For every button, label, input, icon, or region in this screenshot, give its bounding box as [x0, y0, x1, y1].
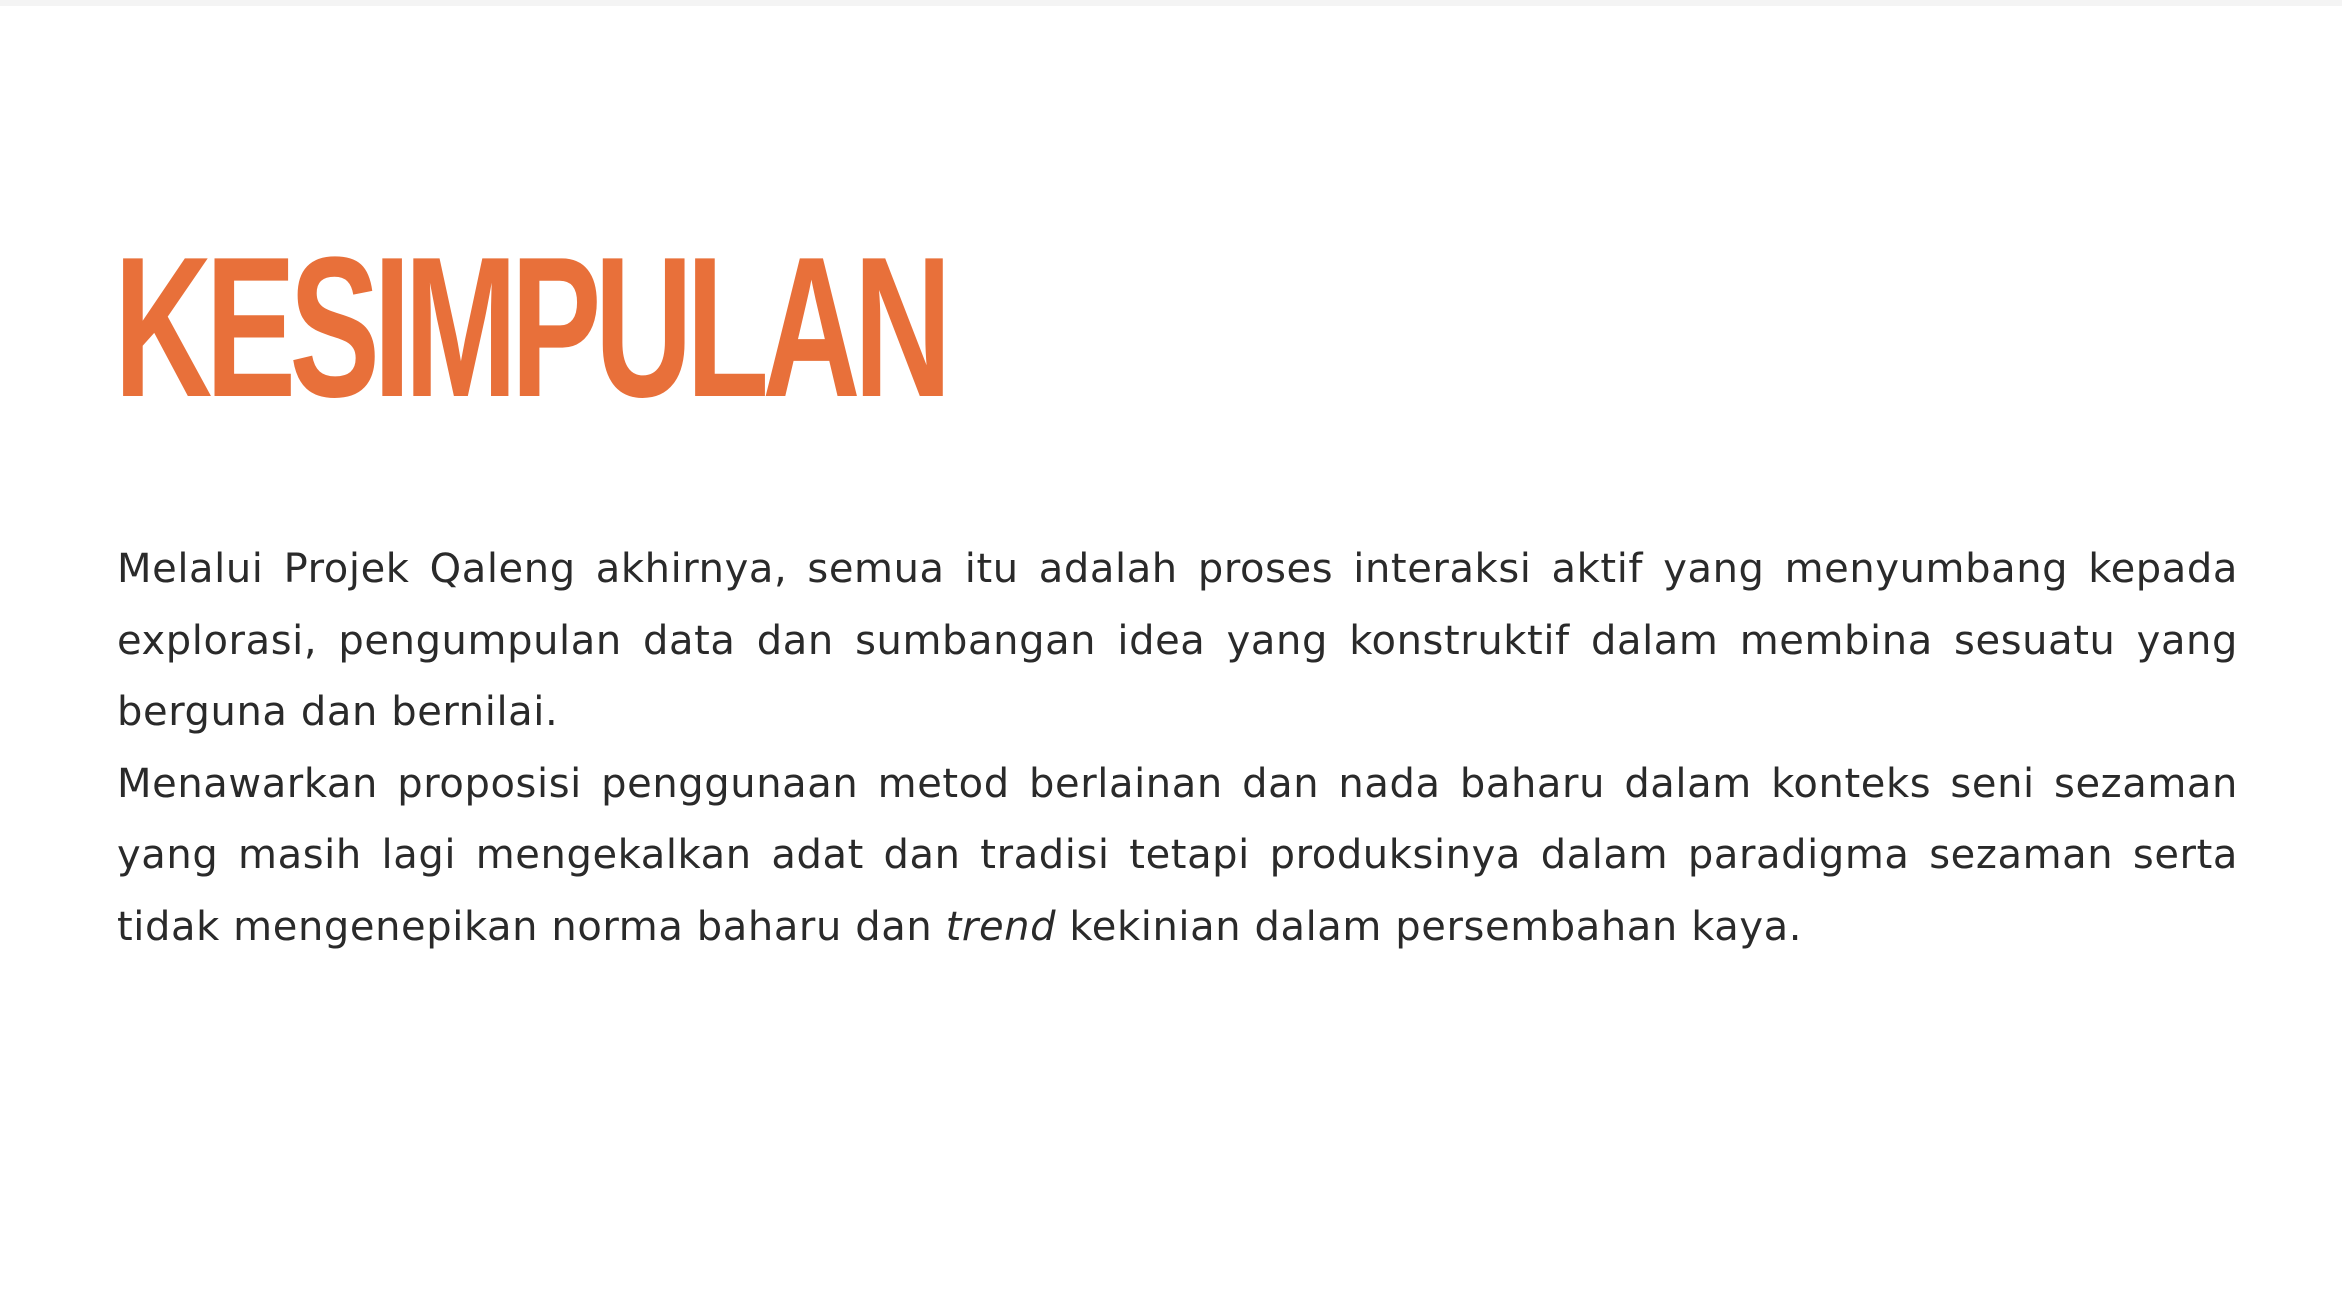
slide-title: KESIMPULAN: [114, 216, 946, 439]
paragraph-1: Melalui Projek Qaleng akhirnya, semua itu adalah proses interaksi aktif yang menyumbang kepada explorasi, pengumpulan data dan sumbangan idea yang konstruktif dalam membina sesuatu yang berguna dan bernilai.: [117, 546, 2238, 735]
top-edge-divider: [0, 0, 2342, 6]
paragraph-2-text-end: kekinian dalam persembahan kaya.: [1056, 903, 1803, 950]
slide-body: [117, 534, 2238, 963]
paragraph-2: [117, 749, 2238, 964]
paragraph-2-text-start: Menawarkan proposisi penggunaan metod berlainan dan nada baharu dalam konteks seni sezaman yang masih lagi mengekalkan adat dan tradisi tetapi produksinya dalam paradigma sezaman serta tidak mengenepikan norma baharu dan: [117, 760, 2238, 950]
paragraph-2-italic-term: trend: [945, 903, 1057, 950]
